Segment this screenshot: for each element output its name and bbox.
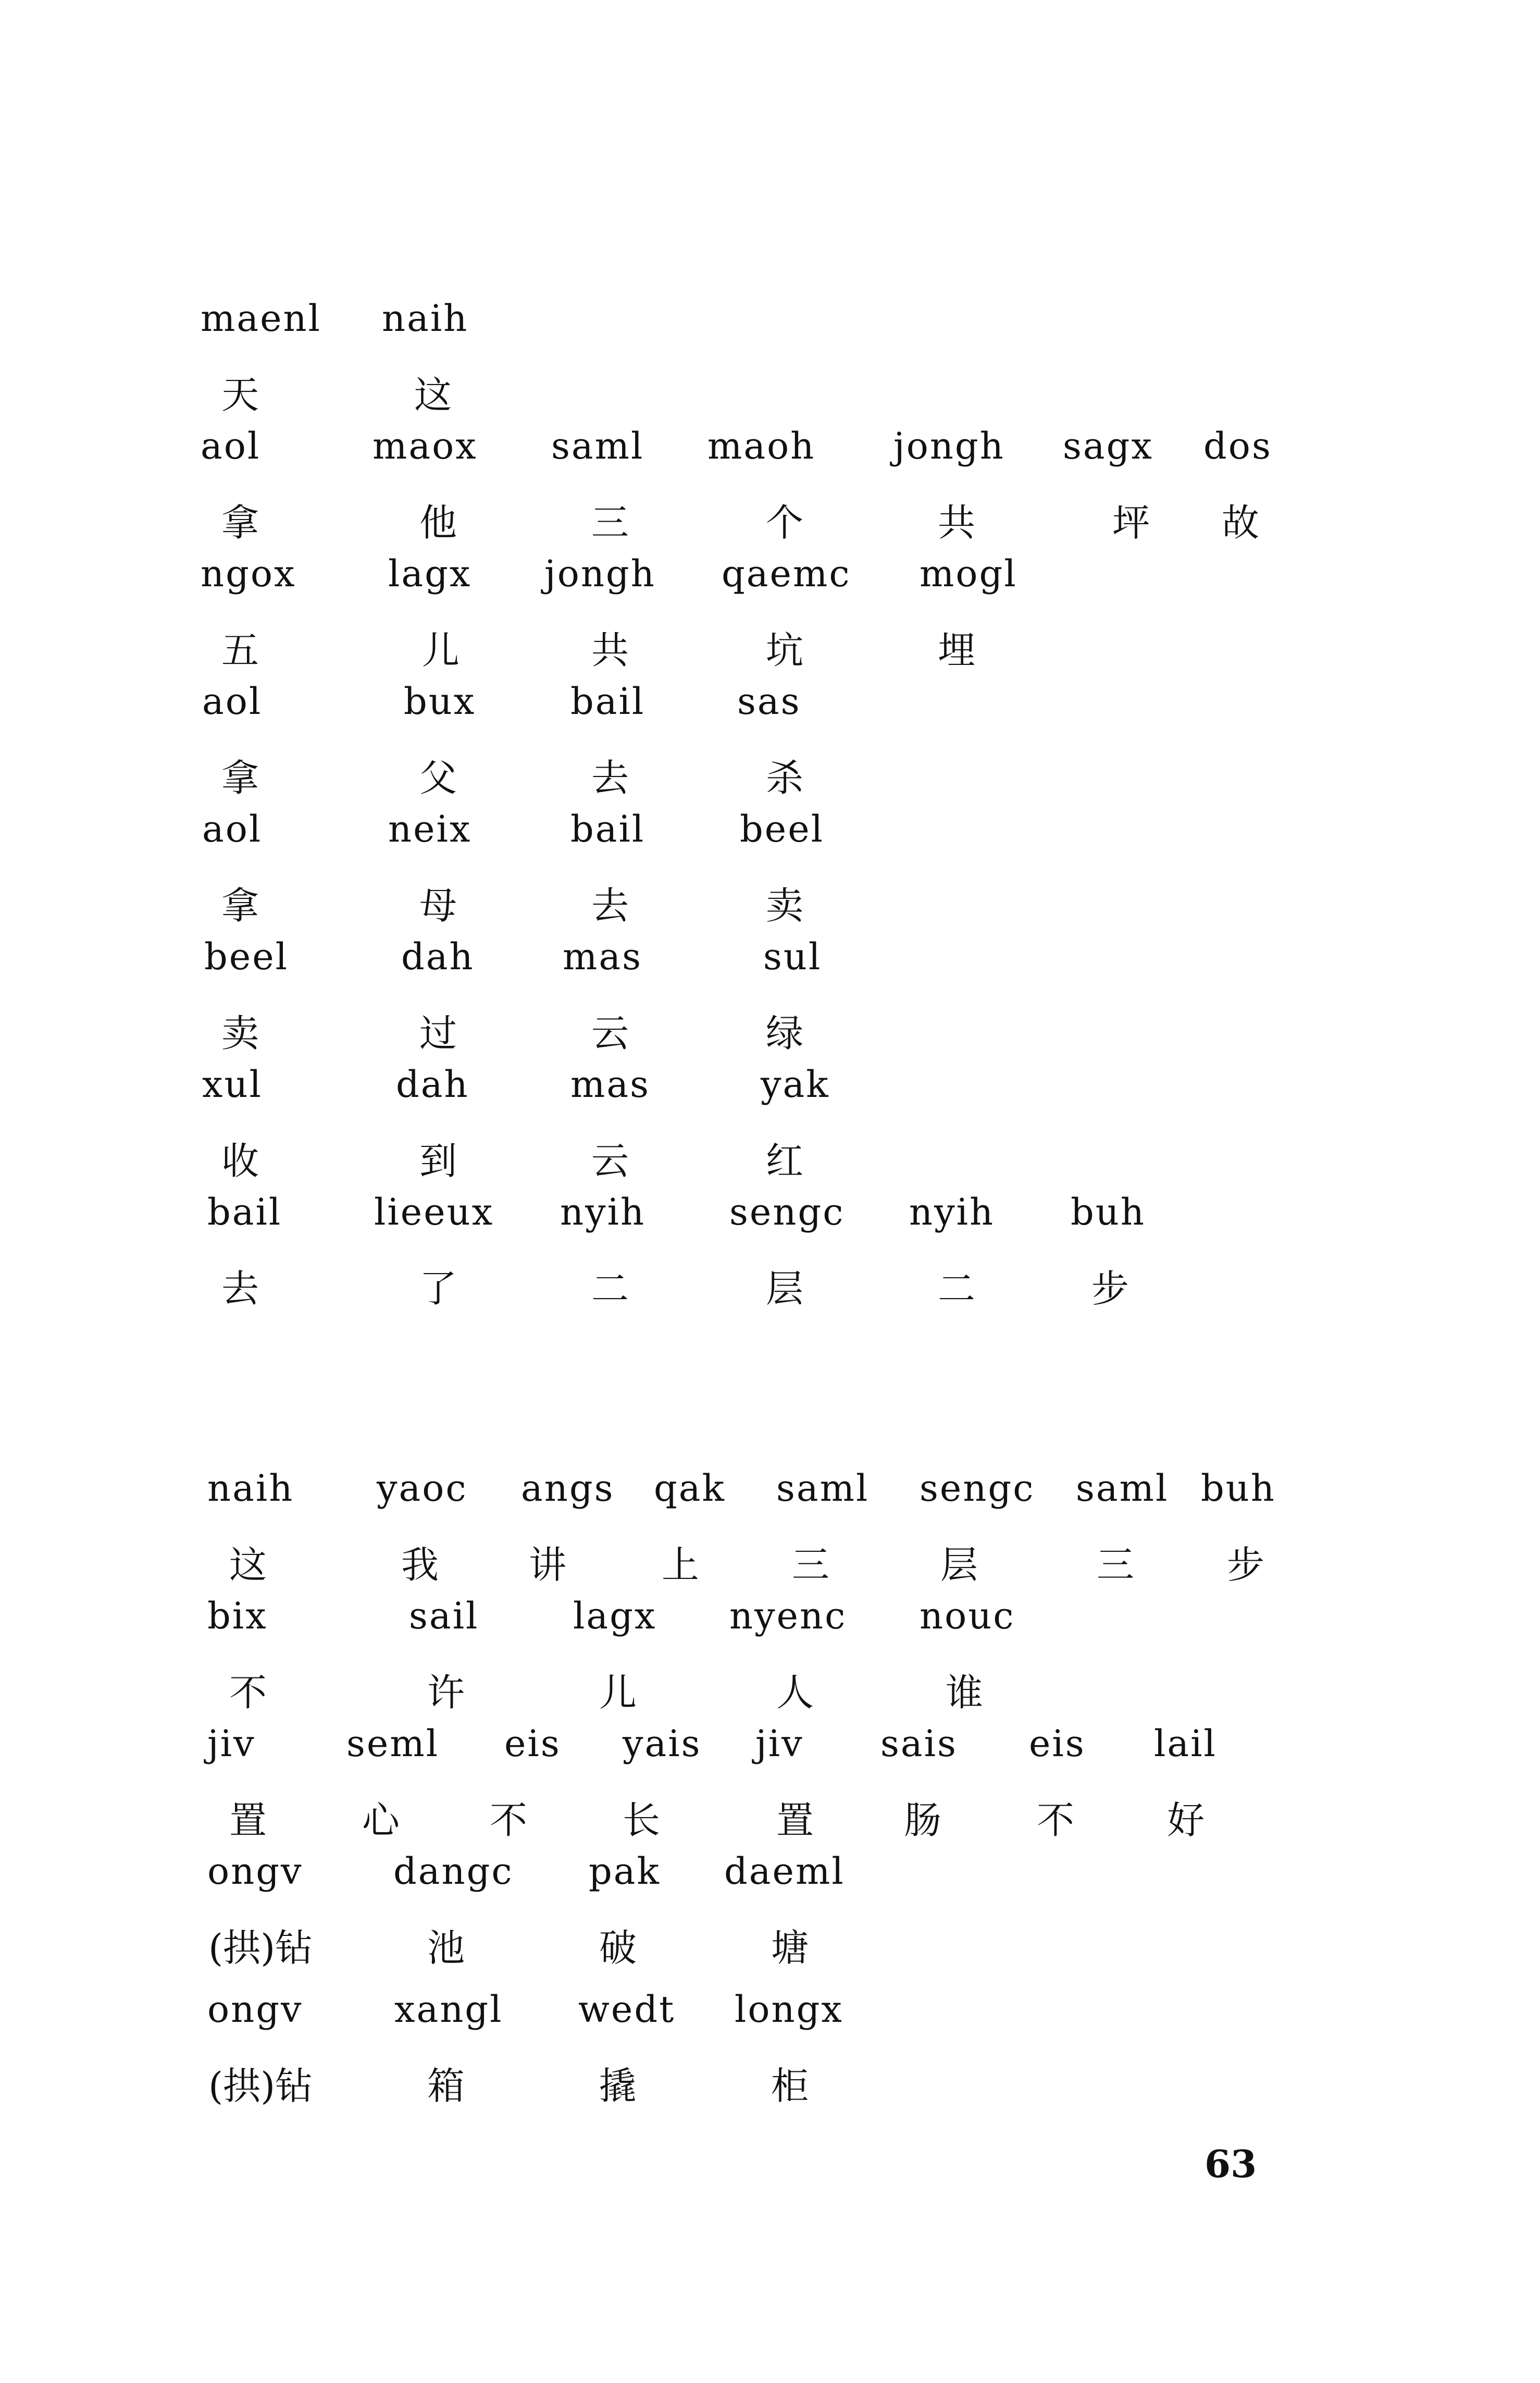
chinese-gloss: 五 [221,628,259,672]
chinese-gloss: 二 [938,1267,976,1311]
chinese-gloss: 不 [1037,1798,1075,1842]
romanized-word: ongv [207,1850,303,1893]
chinese-gloss: 卖 [221,1011,259,1055]
chinese-gloss: 儿 [422,628,460,672]
chinese-gloss: 去 [591,756,629,800]
romanized-word: sas [737,680,801,723]
chinese-gloss: 步 [1227,1543,1265,1587]
romanized-word: neix [388,808,472,850]
romanized-word: buh [1071,1191,1146,1233]
chinese-gloss: 不 [490,1798,528,1842]
romanized-word: sul [763,935,822,978]
chinese-gloss: 长 [623,1798,661,1842]
chinese-gloss: 置 [776,1798,814,1842]
romanized-word: maox [372,425,478,467]
chinese-gloss: 卖 [766,884,804,928]
romanized-word: mas [563,935,643,978]
romanized-word: saml [776,1467,870,1510]
romanized-word: naih [382,297,469,340]
romanized-word: bux [404,680,476,723]
chinese-gloss: 心 [362,1798,400,1842]
chinese-gloss: 坑 [766,628,804,672]
romanized-word: dah [401,935,475,978]
chinese-gloss: 这 [229,1543,267,1587]
chinese-gloss: 共 [591,628,629,672]
romanized-word: dos [1203,425,1272,467]
romanized-word: sais [880,1722,958,1765]
chinese-gloss: 柜 [771,2064,809,2108]
romanized-word: sail [409,1595,479,1637]
chinese-gloss: 人 [776,1671,814,1714]
romanized-word: jongh [544,552,656,595]
chinese-gloss: 故 [1222,501,1260,545]
chinese-gloss: 好 [1167,1798,1205,1842]
romanized-word: aol [201,425,261,467]
romanized-word: sengc [920,1467,1035,1510]
chinese-gloss: (拱)钻 [208,1926,313,1970]
romanized-word: mogl [920,552,1017,595]
chinese-gloss: 池 [427,1926,465,1970]
romanized-word: qaemc [722,552,851,595]
romanized-word: jiv [755,1722,804,1765]
chinese-gloss: 云 [591,1011,629,1055]
romanized-word: nyenc [729,1595,847,1637]
chinese-gloss: 儿 [599,1671,637,1714]
chinese-gloss: 了 [419,1267,457,1311]
romanized-word: pak [589,1850,661,1893]
chinese-gloss: 母 [419,884,457,928]
romanized-word: ongv [207,1988,303,2031]
romanized-word: lagx [388,552,472,595]
romanized-word: beel [204,935,289,978]
romanized-word: jiv [207,1722,256,1765]
chinese-gloss: 三 [792,1543,830,1587]
chinese-gloss: 天 [221,373,259,417]
romanized-word: aol [202,680,263,723]
romanized-word: yak [761,1063,830,1106]
chinese-gloss: 去 [221,1267,259,1311]
chinese-gloss: 去 [591,884,629,928]
chinese-gloss: 共 [938,501,976,545]
romanized-word: sagx [1063,425,1153,467]
chinese-gloss: 三 [1097,1543,1135,1587]
romanized-word: beel [740,808,825,850]
page-number: 63 [1204,2142,1257,2186]
romanized-word: aol [202,808,263,850]
romanized-word: xul [202,1063,263,1106]
chinese-gloss: 上 [662,1543,700,1587]
romanized-word: sengc [729,1191,845,1233]
romanized-word: nyih [560,1191,646,1233]
chinese-gloss: 肠 [904,1798,942,1842]
romanized-word: nouc [920,1595,1015,1637]
romanized-word: angs [521,1467,615,1510]
romanized-word: dangc [393,1850,514,1893]
chinese-gloss: 红 [766,1139,804,1183]
romanized-word: jongh [893,425,1005,467]
romanized-word: eis [504,1722,561,1765]
chinese-gloss: 步 [1091,1267,1129,1311]
chinese-gloss: 埋 [938,628,976,672]
romanized-word: bail [570,808,645,850]
romanized-word: xangl [394,1988,503,2031]
chinese-gloss: 过 [419,1011,457,1055]
romanized-word: longx [735,1988,843,2031]
romanized-word: lagx [573,1595,657,1637]
chinese-gloss: 二 [591,1267,629,1311]
chinese-gloss: 个 [766,501,804,545]
romanized-word: ngox [201,552,296,595]
romanized-word: bail [570,680,645,723]
romanized-word: lieeux [374,1191,494,1233]
romanized-word: buh [1201,1467,1276,1510]
chinese-gloss: 收 [221,1139,259,1183]
chinese-gloss: 拿 [221,884,259,928]
romanized-word: wedt [578,1988,676,2031]
chinese-gloss: 层 [940,1543,978,1587]
romanized-word: daeml [724,1850,845,1893]
chinese-gloss: 置 [229,1798,267,1842]
chinese-gloss: 谁 [946,1671,984,1714]
chinese-gloss: 破 [599,1926,637,1970]
romanized-word: bail [207,1191,282,1233]
chinese-gloss: 他 [419,501,457,545]
chinese-gloss: 三 [591,501,629,545]
chinese-gloss: 云 [591,1139,629,1183]
romanized-word: mas [570,1063,651,1106]
chinese-gloss: 塘 [771,1926,809,1970]
romanized-word: bix [207,1595,268,1637]
romanized-word: naih [207,1467,294,1510]
chinese-gloss: 我 [401,1543,439,1587]
chinese-gloss: 坪 [1112,501,1150,545]
romanized-word: yaoc [377,1467,468,1510]
chinese-gloss: 这 [414,373,452,417]
chinese-gloss: (拱)钻 [208,2064,313,2108]
romanized-word: seml [346,1722,440,1765]
romanized-word: saml [551,425,644,467]
romanized-word: saml [1076,1467,1169,1510]
chinese-gloss: 绿 [766,1011,804,1055]
romanized-word: qak [654,1467,726,1510]
romanized-word: dah [396,1063,469,1106]
chinese-gloss: 不 [229,1671,267,1714]
chinese-gloss: 许 [427,1671,465,1714]
chinese-gloss: 到 [419,1139,457,1183]
chinese-gloss: 父 [419,756,457,800]
romanized-word: lail [1154,1722,1217,1765]
romanized-word: nyih [909,1191,995,1233]
romanized-word: maoh [707,425,816,467]
romanized-word: maenl [201,297,322,340]
chinese-gloss: 拿 [221,501,259,545]
romanized-word: eis [1029,1722,1086,1765]
chinese-gloss: 箱 [427,2064,465,2108]
chinese-gloss: 拿 [221,756,259,800]
chinese-gloss: 杀 [766,756,804,800]
chinese-gloss: 撬 [599,2064,637,2108]
chinese-gloss: 层 [766,1267,804,1311]
chinese-gloss: 讲 [529,1543,567,1587]
romanized-word: yais [623,1722,702,1765]
